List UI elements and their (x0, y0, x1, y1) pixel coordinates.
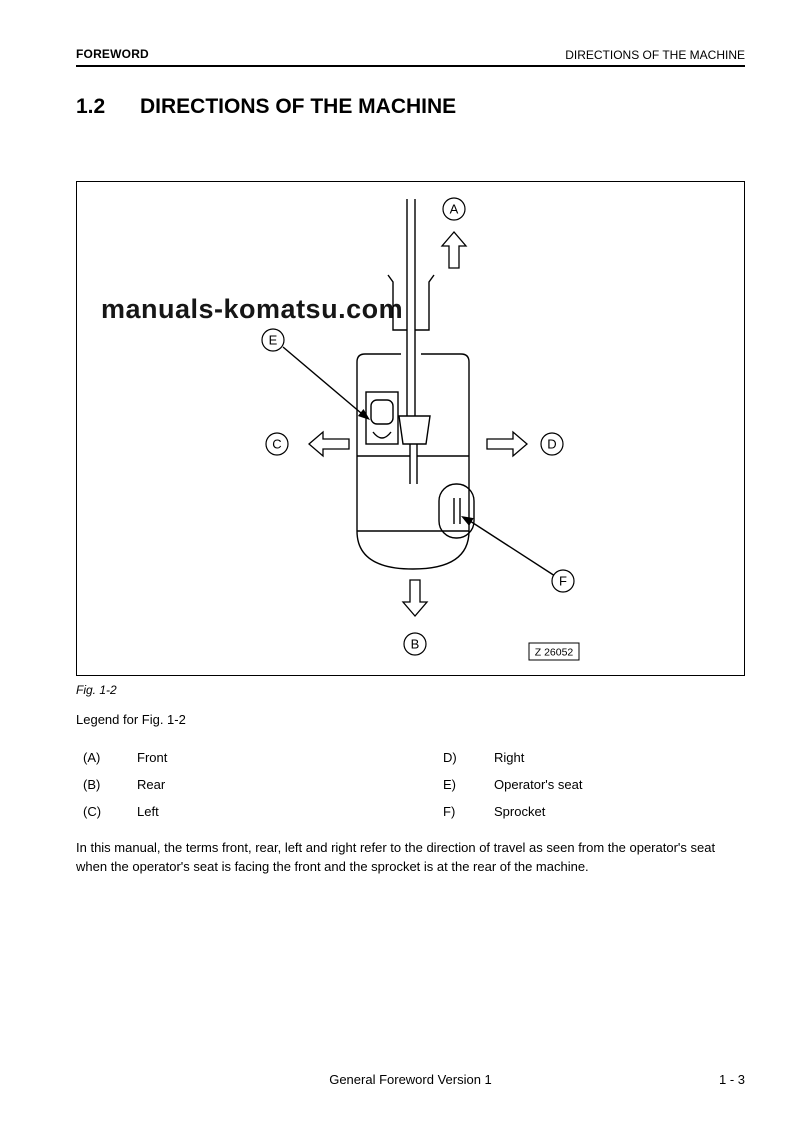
legend-key: (B) (83, 777, 101, 792)
footer-version: General Foreword Version 1 (329, 1072, 492, 1087)
legend-value: Left (137, 804, 159, 819)
up-arrow-icon (442, 232, 466, 268)
section-title: DIRECTIONS OF THE MACHINE (140, 95, 457, 118)
down-arrow-icon (403, 580, 427, 616)
legend-key: D) (443, 750, 457, 765)
label-b: B (410, 636, 420, 652)
legend-table (76, 744, 745, 825)
label-circle-d (541, 433, 563, 455)
label-d: D (547, 436, 557, 452)
footer-page-number: 1 - 3 (718, 1072, 745, 1087)
legend-heading: Legend for Fig. 1-2 (76, 712, 186, 727)
legend-value: Right (494, 750, 525, 765)
legend-row (76, 744, 745, 771)
legend-row (76, 798, 745, 825)
figure-caption: Fig. 1-2 (76, 683, 117, 697)
drawing-code: Z 26052 (534, 646, 574, 659)
legend-key: F) (443, 804, 456, 819)
label-e: E (268, 332, 278, 348)
label-circle-a (443, 198, 465, 220)
header-chapter-label: DIRECTIONS OF THE MACHINE (565, 48, 745, 62)
legend-row (76, 771, 745, 798)
legend-key: (A) (83, 750, 101, 765)
left-arrow-icon (309, 432, 349, 456)
body-paragraph: In this manual, the terms front, rear, left and right refer to the direction of travel as seen from the operator's seat when the operator's seat is facing the front and the sprocket is at the rear of the machine. (76, 840, 716, 874)
leader-arrow-f (461, 516, 555, 576)
legend-key: (C) (83, 804, 102, 819)
figure-box (76, 181, 745, 676)
right-arrow-icon (487, 432, 527, 456)
legend-value: Operator's seat (494, 777, 583, 792)
label-circle-c (266, 433, 288, 455)
label-f: F (559, 573, 567, 589)
label-a: A (449, 201, 459, 217)
watermark-text: manuals-komatsu.com (101, 294, 404, 324)
machine-top-view-diagram (77, 182, 744, 675)
page-title (76, 95, 456, 119)
legend-value: Sprocket (494, 804, 546, 819)
legend-key: E) (443, 777, 456, 792)
label-c: C (272, 436, 282, 452)
section-number: 1.2 (76, 95, 106, 118)
legend-value: Front (137, 750, 168, 765)
drawing-code-box (529, 643, 579, 660)
label-circle-e (262, 329, 284, 351)
label-circle-f (552, 570, 574, 592)
operator-seat (366, 392, 398, 444)
label-circle-b (404, 633, 426, 655)
legend-value: Rear (137, 777, 166, 792)
header-section-label: FOREWORD (76, 47, 149, 61)
header-rule (76, 65, 745, 67)
